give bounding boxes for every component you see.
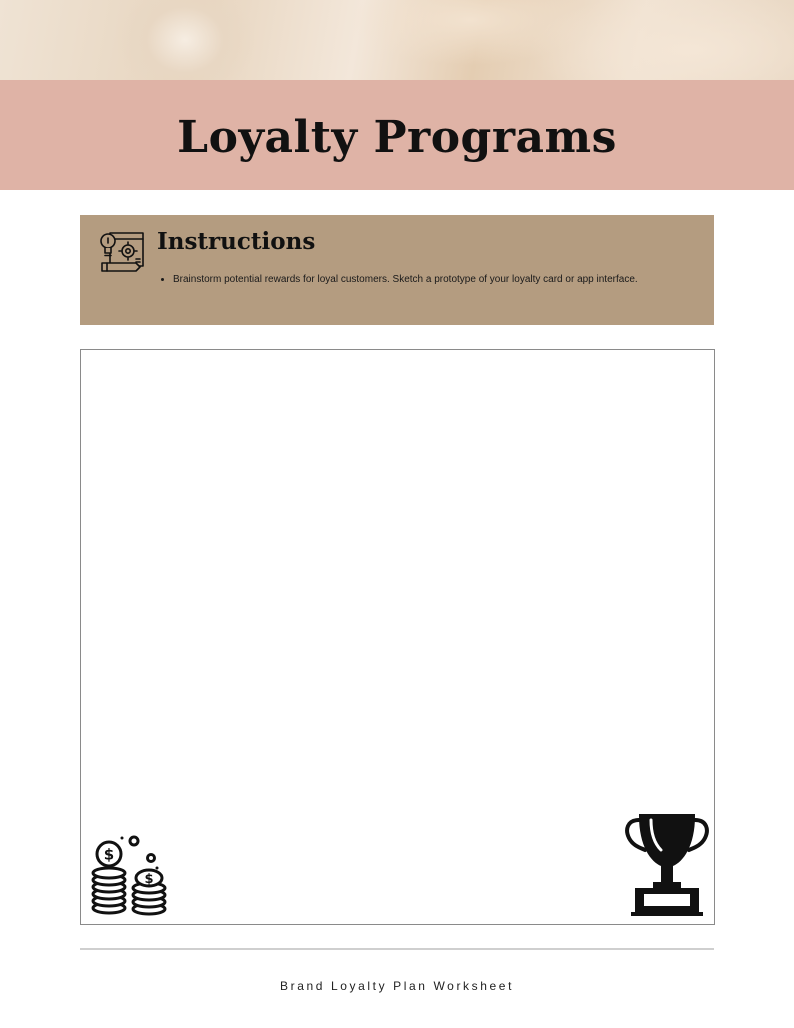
footer-divider bbox=[80, 948, 714, 950]
footer-text: Brand Loyalty Plan Worksheet bbox=[280, 979, 514, 993]
page-title: Loyalty Programs bbox=[177, 111, 617, 163]
svg-text:$: $ bbox=[144, 872, 154, 887]
sketch-area[interactable] bbox=[80, 349, 715, 925]
coin-stack-icon bbox=[87, 834, 171, 916]
trophy-icon bbox=[625, 810, 709, 916]
blueprint-idea-icon bbox=[98, 229, 146, 275]
instruction-item: • Brainstorm potential rewards for loyal customers. Sketch a prototype of your loyalty card or app interface. bbox=[173, 273, 713, 287]
instructions-panel bbox=[80, 215, 714, 325]
instructions-heading: Instructions bbox=[157, 228, 316, 255]
hero-photo-banner bbox=[0, 0, 794, 80]
title-band bbox=[0, 80, 794, 190]
svg-text:$: $ bbox=[103, 845, 115, 864]
instructions-list bbox=[157, 273, 713, 287]
